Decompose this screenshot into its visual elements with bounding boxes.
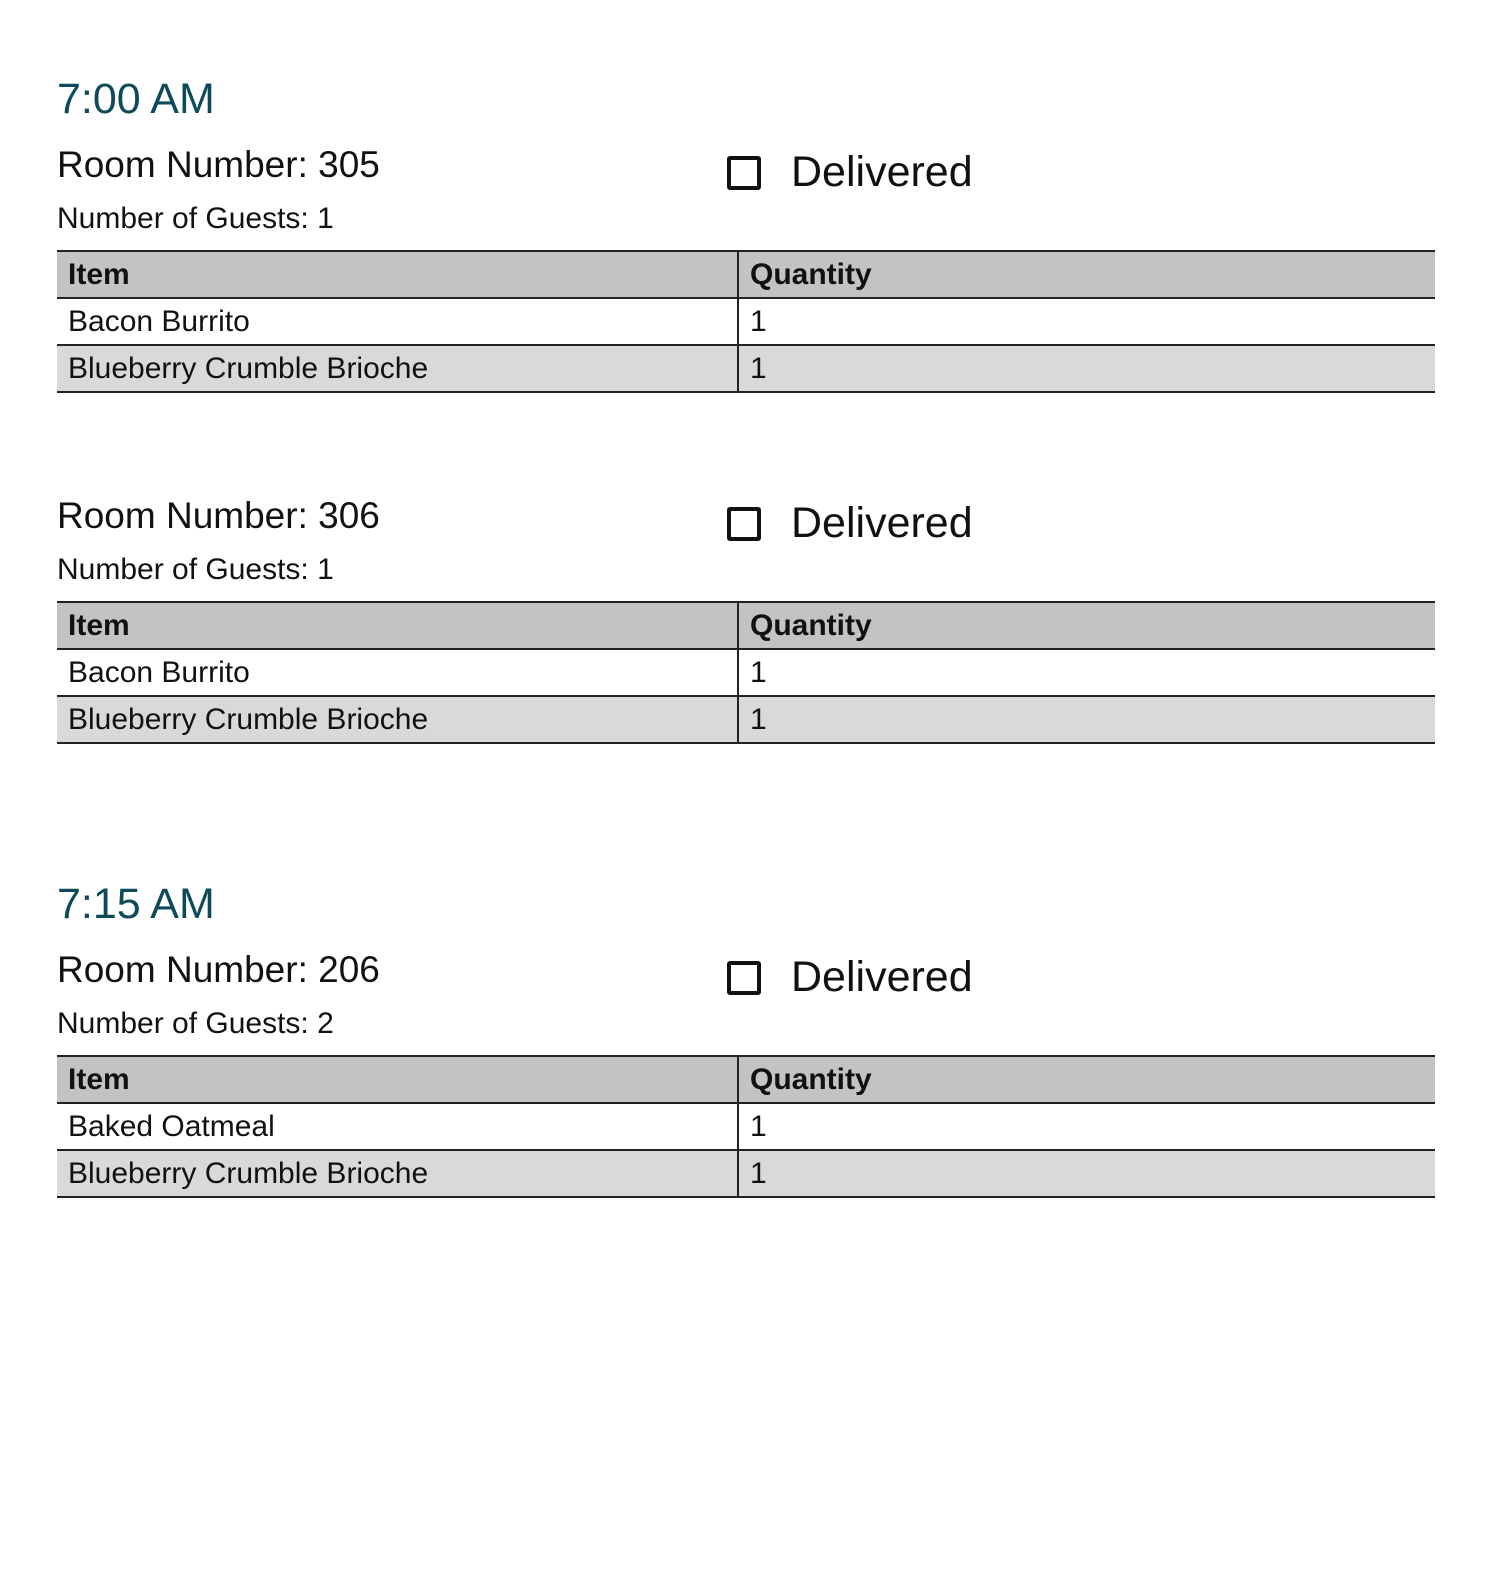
items-table [57,601,1435,744]
number-of-guests: Number of Guests: 1 [57,553,334,586]
table-row [57,298,1435,345]
item-cell: Blueberry Crumble Brioche [57,345,738,392]
table-row [57,696,1435,743]
table-header-row [57,602,1435,649]
item-cell: Bacon Burrito [57,649,738,696]
number-of-guests: Number of Guests: 2 [57,1007,334,1040]
room-number: Room Number: 306 [57,495,380,536]
room-number: Room Number: 305 [57,144,380,185]
delivered-toggle[interactable] [727,499,973,547]
delivered-label: Delivered [791,499,973,547]
column-header-item: Item [57,602,738,649]
item-cell: Blueberry Crumble Brioche [57,1150,738,1197]
delivered-toggle[interactable] [727,953,973,1001]
room-number: Room Number: 206 [57,949,380,990]
table-row [57,1103,1435,1150]
item-cell: Blueberry Crumble Brioche [57,696,738,743]
time-heading: 7:15 AM [57,880,215,928]
time-heading: 7:00 AM [57,75,215,123]
table-row [57,1150,1435,1197]
delivered-checkbox[interactable] [727,961,761,995]
item-cell: Baked Oatmeal [57,1103,738,1150]
quantity-cell: 1 [738,345,1435,392]
item-cell: Bacon Burrito [57,298,738,345]
quantity-cell: 1 [738,1150,1435,1197]
column-header-quantity: Quantity [738,602,1435,649]
table-row [57,649,1435,696]
delivered-label: Delivered [791,148,973,196]
column-header-item: Item [57,1056,738,1103]
column-header-quantity: Quantity [738,251,1435,298]
delivered-checkbox[interactable] [727,507,761,541]
delivered-label: Delivered [791,953,973,1001]
number-of-guests: Number of Guests: 1 [57,202,334,235]
quantity-cell: 1 [738,298,1435,345]
column-header-quantity: Quantity [738,1056,1435,1103]
table-header-row [57,251,1435,298]
table-header-row [57,1056,1435,1103]
quantity-cell: 1 [738,1103,1435,1150]
quantity-cell: 1 [738,649,1435,696]
items-table [57,250,1435,393]
delivered-toggle[interactable] [727,148,973,196]
items-table [57,1055,1435,1198]
quantity-cell: 1 [738,696,1435,743]
column-header-item: Item [57,251,738,298]
table-row [57,345,1435,392]
delivered-checkbox[interactable] [727,156,761,190]
